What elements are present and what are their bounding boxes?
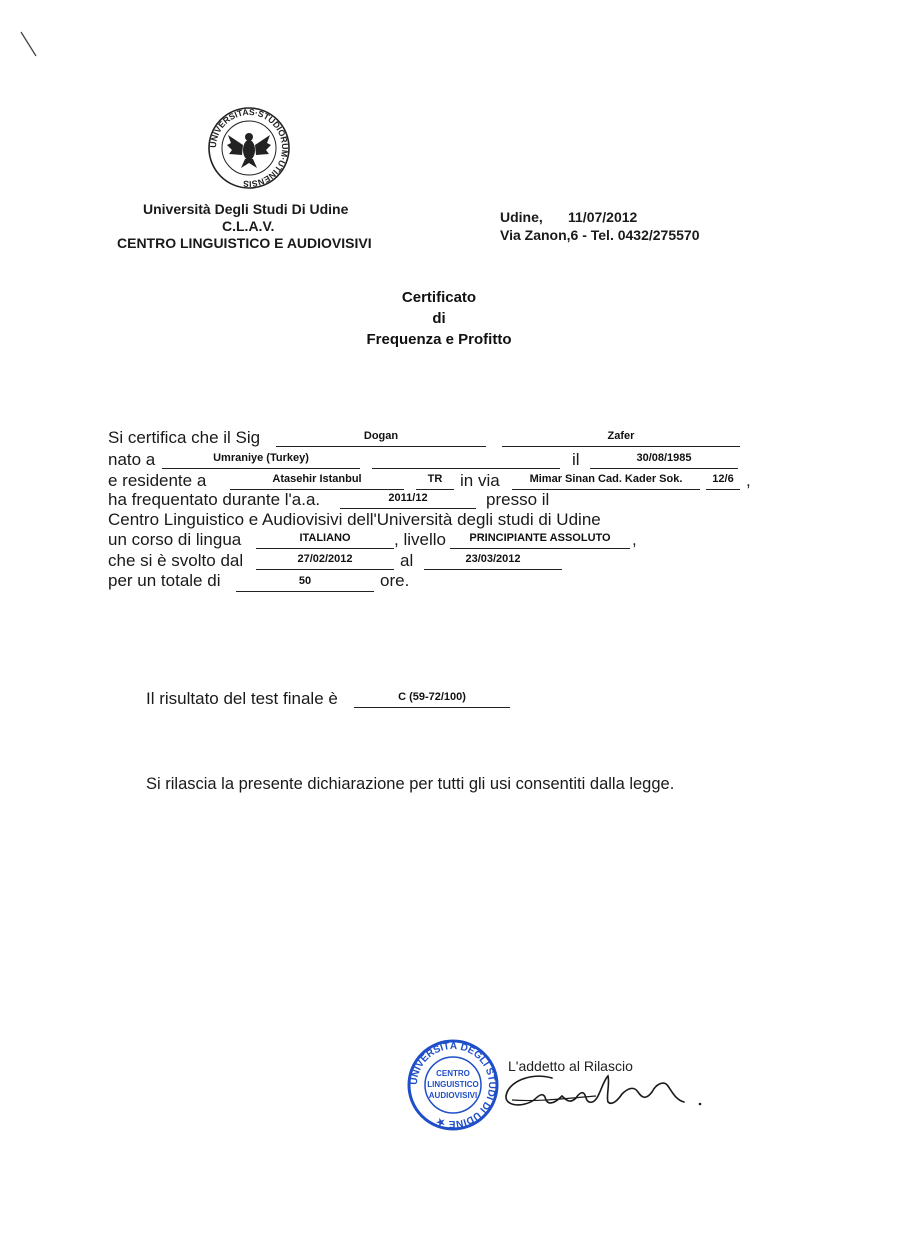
al-label: al bbox=[400, 551, 414, 570]
total-label: per un totale di bbox=[108, 571, 221, 590]
university-seal bbox=[206, 105, 292, 191]
level-label: , livello bbox=[394, 530, 446, 549]
comma-2: , bbox=[632, 530, 637, 549]
born-label: nato a bbox=[108, 450, 156, 469]
signature-label: L'addetto al Rilascio bbox=[508, 1058, 633, 1074]
academic-year-field: 2011/12 bbox=[340, 492, 476, 509]
date-to-field: 23/03/2012 bbox=[424, 553, 562, 570]
hours-field: 50 bbox=[236, 575, 374, 592]
abbreviation: C.L.A.V. bbox=[222, 218, 275, 234]
certify-label: Si certifica che il Sig bbox=[108, 428, 261, 447]
closing-statement: Si rilascia la presente dichiarazione per tutti gli usi consentiti dalla legge. bbox=[146, 775, 675, 793]
date-from-field: 27/02/2012 bbox=[256, 553, 394, 570]
address: Via Zanon,6 - Tel. 0432/275570 bbox=[500, 227, 700, 243]
stamp-line-3: AUDIOVISIVI bbox=[428, 1091, 478, 1100]
university-name: Università Degli Studi Di Udine bbox=[143, 201, 349, 217]
residence-field: Atasehir Istanbul bbox=[230, 473, 404, 490]
stamp-ring-text: UNIVERSITÀ DEGLI STUDI DI UDINE ★ bbox=[408, 1040, 498, 1130]
il-label: il bbox=[572, 450, 580, 469]
official-stamp bbox=[406, 1038, 500, 1132]
in-via-label: in via bbox=[460, 471, 500, 490]
title-line-1: Certificato bbox=[401, 289, 477, 306]
language-field: ITALIANO bbox=[256, 532, 394, 549]
hours-unit: ore. bbox=[380, 571, 410, 590]
stamp-line-2: LINGUISTICO bbox=[427, 1080, 479, 1089]
centre-statement: Centro Linguistico e Audiovisivi dell'Università degli studi di Udine bbox=[108, 510, 601, 529]
title-line-2: di bbox=[432, 310, 446, 327]
street-number-field: 12/6 bbox=[706, 473, 740, 490]
course-label: un corso di lingua bbox=[108, 530, 242, 549]
stray-mark bbox=[18, 30, 42, 60]
comma-1: , bbox=[746, 471, 751, 490]
title-line-3: Frequenza e Profitto bbox=[366, 331, 512, 348]
held-from-label: che si è svolto dal bbox=[108, 551, 244, 570]
province-field: TR bbox=[416, 473, 454, 490]
issue-date: 11/07/2012 bbox=[568, 209, 638, 225]
city: Udine, bbox=[500, 209, 543, 225]
birthplace-field: Umraniye (Turkey) bbox=[162, 452, 360, 469]
birthdate-field: 30/08/1985 bbox=[590, 452, 738, 469]
level-field: PRINCIPIANTE ASSOLUTO bbox=[450, 532, 630, 549]
result-field: C (59-72/100) bbox=[354, 691, 510, 708]
seal-ring-text: UNIVERSITAS·STUDIORUM·UTINENSIS bbox=[207, 106, 291, 190]
birthplace-extra-field bbox=[372, 452, 560, 469]
surname-field: Dogan bbox=[276, 430, 486, 447]
handwritten-signature bbox=[500, 1070, 710, 1120]
attended-label: ha frequentato durante l'a.a. bbox=[108, 490, 321, 509]
resident-label: e residente a bbox=[108, 471, 207, 490]
eagle-icon bbox=[227, 133, 271, 168]
presso-label: presso il bbox=[486, 490, 550, 509]
result-label: Il risultato del test finale è bbox=[146, 689, 338, 708]
centre-name: CENTRO LINGUISTICO E AUDIOVISIVI bbox=[117, 235, 372, 251]
street-field: Mimar Sinan Cad. Kader Sok. bbox=[512, 473, 700, 490]
name-field: Zafer bbox=[502, 430, 740, 447]
stamp-line-1: CENTRO bbox=[436, 1069, 470, 1078]
